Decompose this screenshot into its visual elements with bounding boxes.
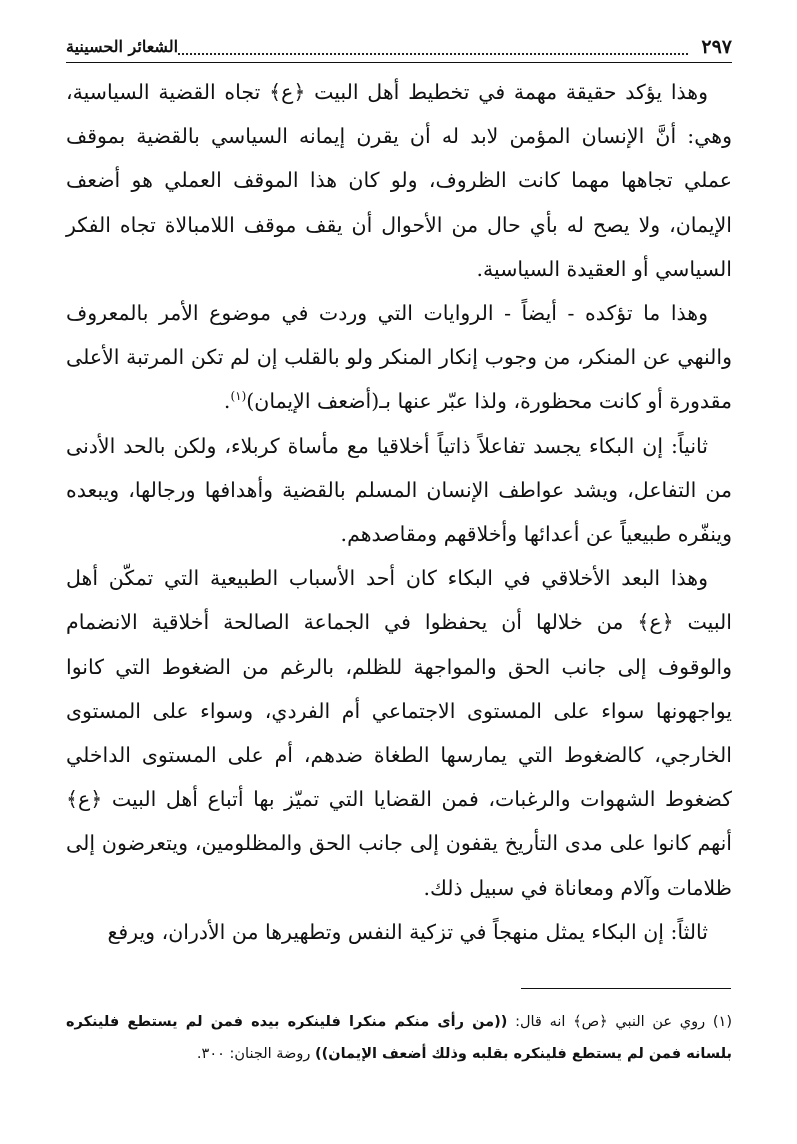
page-number: ٢٩٧ (701, 36, 732, 58)
paragraph (66, 291, 732, 424)
footnote-reference[interactable]: (١) (230, 389, 247, 404)
paragraph: وهذا البعد الأخلاقي في البكاء كان أحد الأسباب الطبيعية التي تمكّن أهل البيت ﴿ع﴾ من خلالها أن يحفظوا في الجماعة الصالحة أخلاقية الانضمام والوقوف إلى جانب الحق والمواجهة للظلم، بالرغم من الضغوط التي كانوا يواجهونها سواء على المستوى الاجتماعي أم الفردي، وسواء على المستوى الخارجي، كالضغوط التي يمارسها الطغاة ضدهم، أم على المستوى الداخلي كضغوط الشهوات والرغبات، فمن القضايا التي تميّز بها أتباع أهل البيت ﴿ع﴾ أنهم كانوا على مدى التأريخ يقفون إلى جانب الحق والمظلومين، ويتعرضون إلى ظلامات وآلام ومعاناة في سبيل ذلك. (66, 566, 733, 900)
page-header (66, 34, 732, 64)
footnote (66, 1006, 732, 1070)
paragraph: وهذا يؤكد حقيقة مهمة في تخطيط أهل البيت ﴿ع﴾ تجاه القضية السياسية، وهي: أنَّ الإنسان المؤمن لابد له أن يقرن إيمانه السياسي بالقضية بموقف عملي تجاهها مهما كانت الظروف، ولو كان هذا الموقف العملي هو أضعف الإيمان، ولا يصح له بأي حال من الأحوال أن يقف موقف اللامبالاة تجاه الفكر السياسي أو العقيدة السياسية. (66, 80, 732, 281)
footnote-hadith: ((من رأى منكم منكرا فلينكره بيده فمن لم يستطع فلينكره بلسانه فمن لم يستطع فلينكره بقلبه وذلك أضعف الإيمان)) (66, 1014, 732, 1062)
paragraph: ثالثاً: إن البكاء يمثل منهجاً في تزكية النفس وتطهيرها من الأدران، ويرفع (107, 919, 708, 944)
main-text (66, 70, 732, 954)
paragraph-end: . (223, 389, 231, 414)
running-title: الشعائر الحسينية (66, 37, 179, 56)
header-rule (66, 62, 732, 63)
paragraph: ثانياً: إن البكاء يجسد تفاعلاً ذاتياً أخلاقيا مع مأساة كربلاء، ولكن بالحد الأدنى من التفاعل، ويشد عواطف الإنسان المسلم بالقضية وأهدافها ورجالها، ويبعده وينفّره طبيعياً عن أعدائها وأخلاقهم ومقاصدهم. (66, 433, 732, 547)
paragraph-text: وهذا ما تؤكده - أيضاً - الروايات التي وردت في موضوع الأمر بالمعروف والنهي عن المنكر، من وجوب إنكار المنكر ولو بالقلب إن لم تكن المرتبة الأعلى مقدورة أو كانت محظورة، ولذا عبّر عنها بـ(أضعف الإيمان) (66, 301, 732, 414)
header-leader-dots (178, 53, 688, 55)
footnote-intro: (١) روي عن النبي ﴿ص﴾ انه قال: (515, 1014, 732, 1030)
footnote-source: روضة الجنان: ٣٠٠. (196, 1046, 311, 1062)
footnote-separator (521, 988, 731, 989)
